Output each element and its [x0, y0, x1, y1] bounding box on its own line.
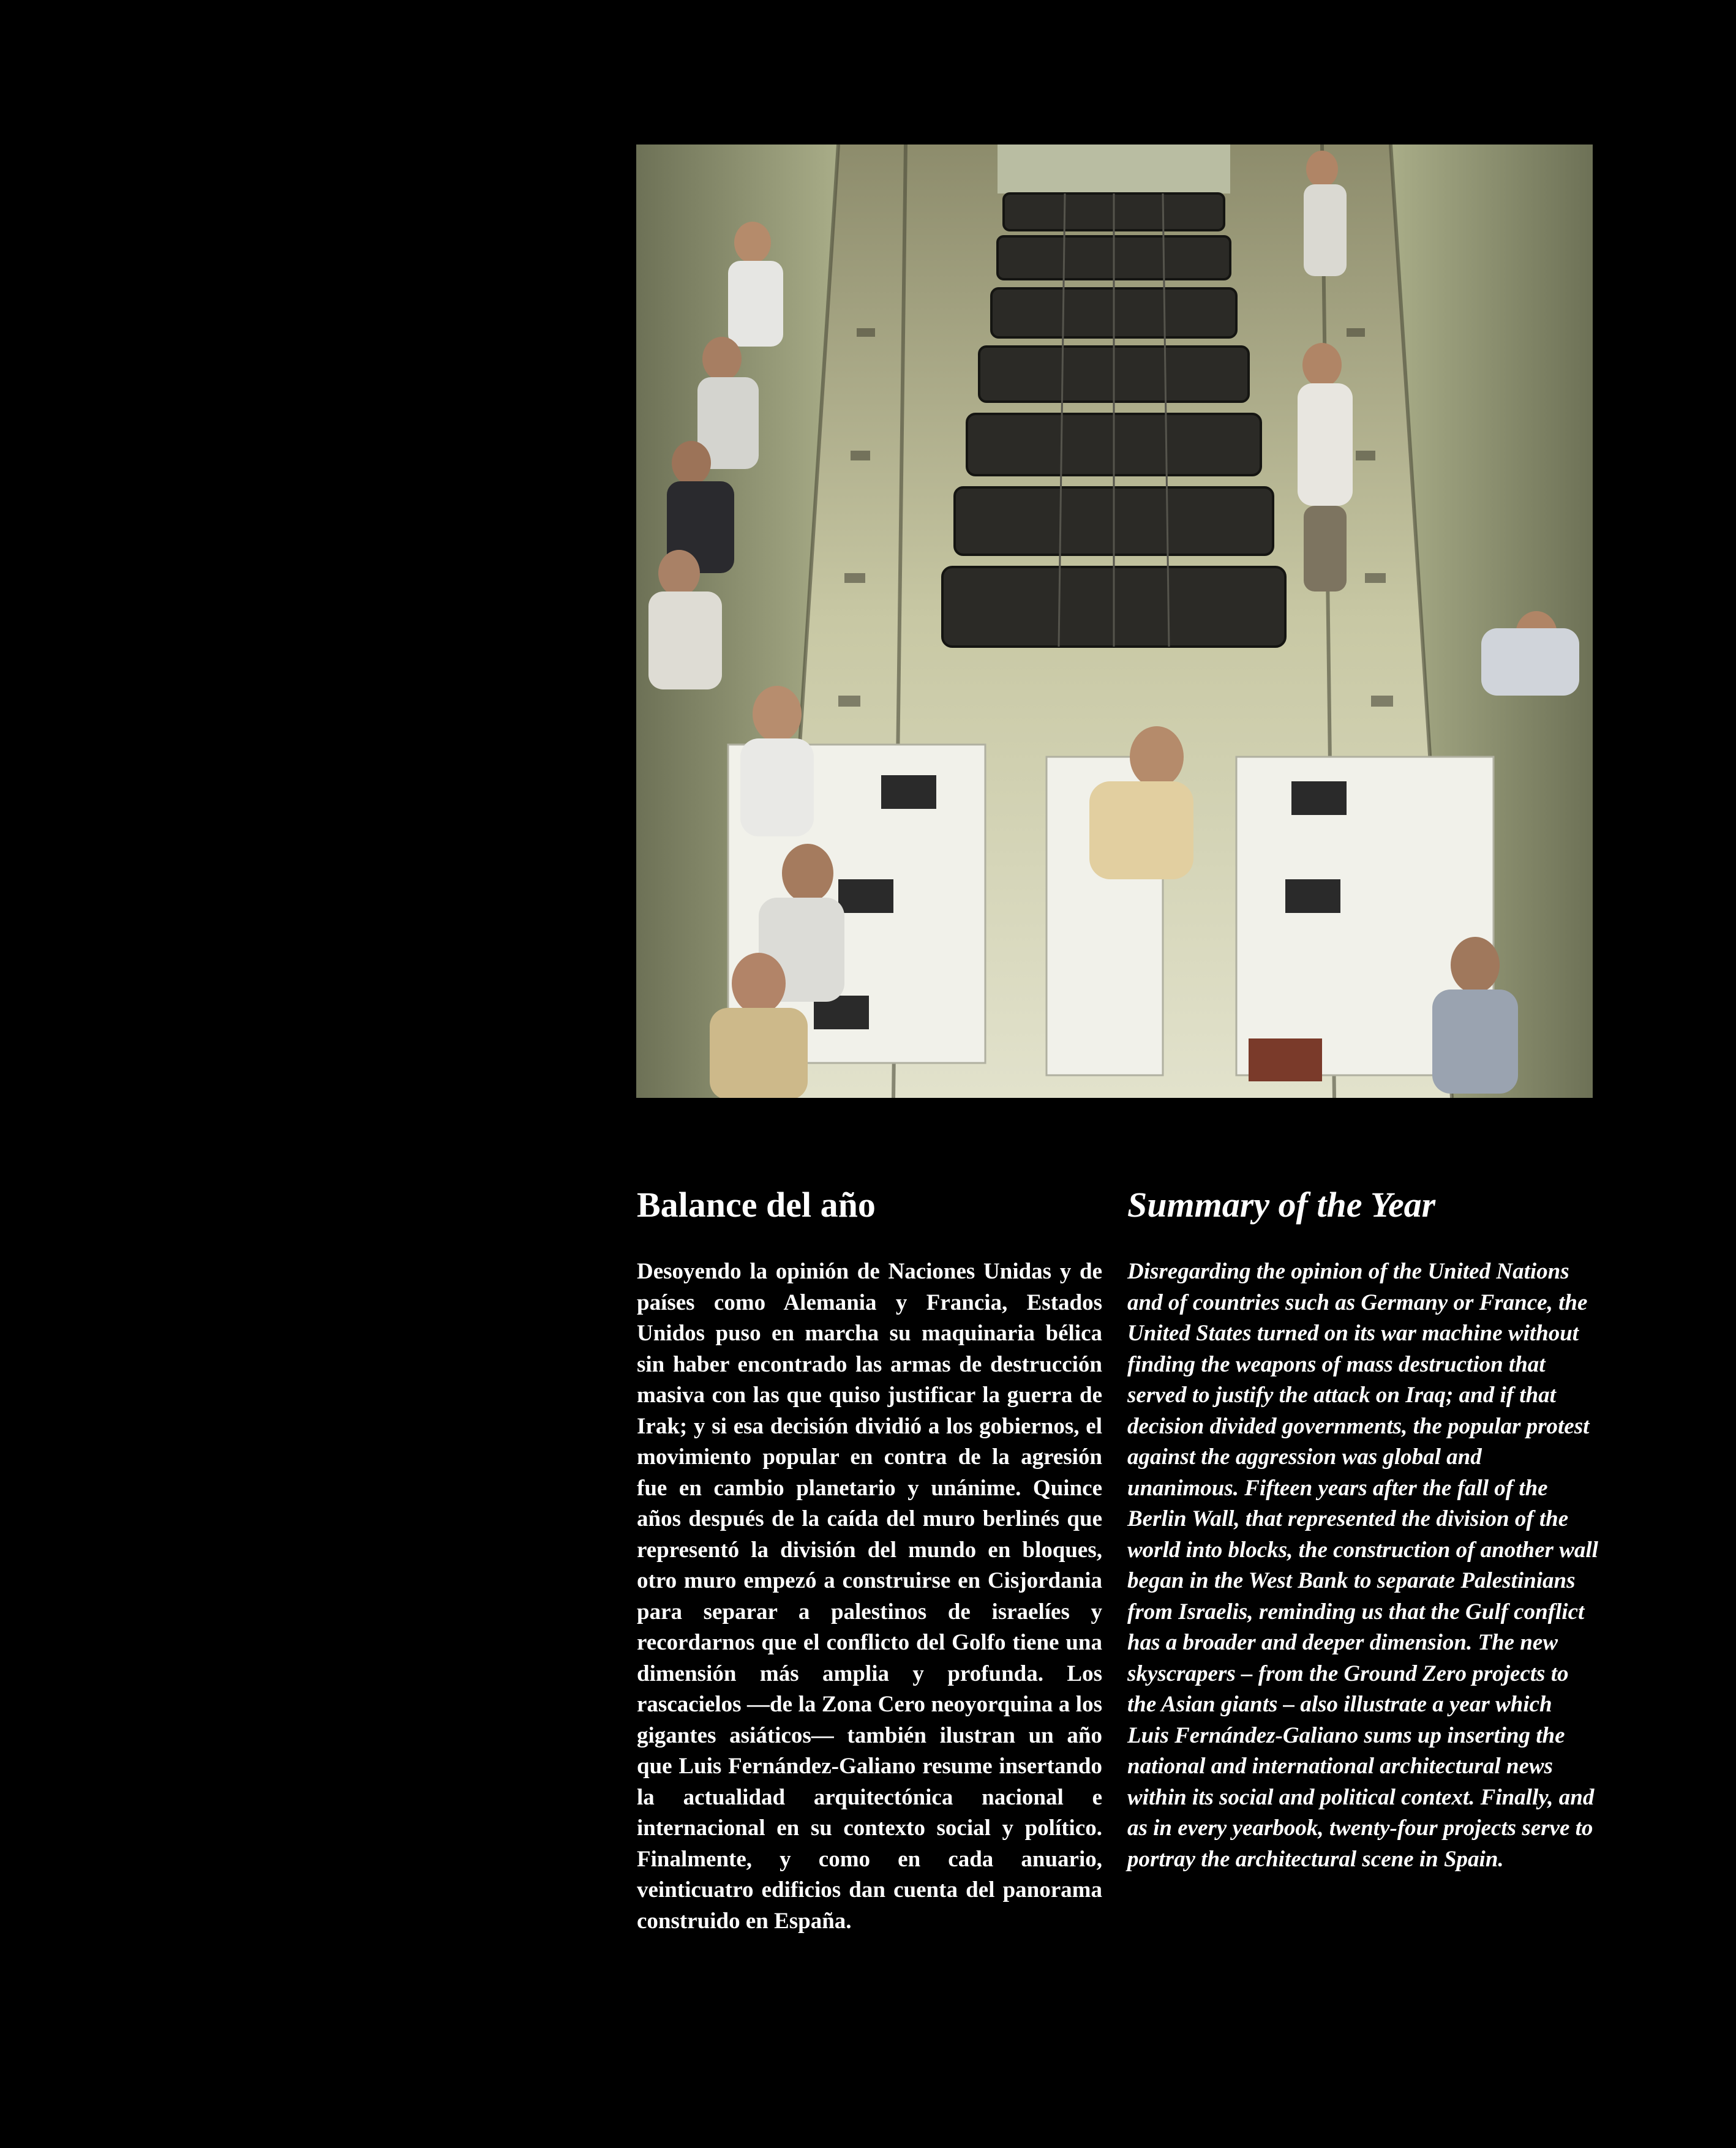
spanish-column: [637, 1181, 1102, 1937]
aircraft-cabin-meeting-photo-icon: [636, 145, 1593, 1098]
english-column: [1127, 1181, 1599, 1875]
spanish-body: Desoyendo la opinión de Naciones Unidas y de países como Alemania y Francia, Estados Unidos puso en marcha su maquinaria bélica sin haber encontrado las armas de destrucción masiva con las que quiso justificar la guerra de Irak; y si esa decisión dividió a los gobiernos, el movimiento popular en contra de la agresión fue en cambio planetario y unánime. Quince años después de la caída del muro berlinés que representó la división del mundo en bloques, otro muro empezó a construirse en Cisjordania para separar a palestinos de israelíes y recordarnos que el conflicto del Golfo tiene una dimensión más amplia y profunda. Los rascacielos —de la Zona Cero neoyorquina a los gigantes asiáticos— también ilustran un año que Luis Fernández-Galiano resume insertando la actualidad arquitectónica nacional e internacional en su contexto social y político. Finalmente, y como en cada anuario, veinticuatro edificios dan cuenta del panorama construido en España.: [637, 1259, 1102, 1934]
english-body: Disregarding the opinion of the United Nations and of countries such as Germany or France, the United States turned on its war machine without finding the weapons of mass destruction that served to justify the attack on Iraq; and if that decision divided governments, the popular protest against the aggression was global and unanimous. Fifteen years after the fall of the Berlin Wall, that represented the division of the world into blocks, the construction of another wall began in the West Bank to separate Palestinians from Israelis, reminding us that the Gulf conflict has a broader and deeper dimension. The new skyscrapers – from the Ground Zero projects to the Asian giants – also illustrate a year which Luis Fernández-Galiano sums up inserting the national and international architectural news within its social and political context. Finally, and as in every yearbook, twenty-four projects serve to portray the architectural scene in Spain.: [1127, 1259, 1598, 1872]
spanish-title: Balance del año: [637, 1185, 876, 1225]
cabin-photo: [636, 145, 1593, 1098]
english-title: Summary of the Year: [1127, 1185, 1436, 1225]
